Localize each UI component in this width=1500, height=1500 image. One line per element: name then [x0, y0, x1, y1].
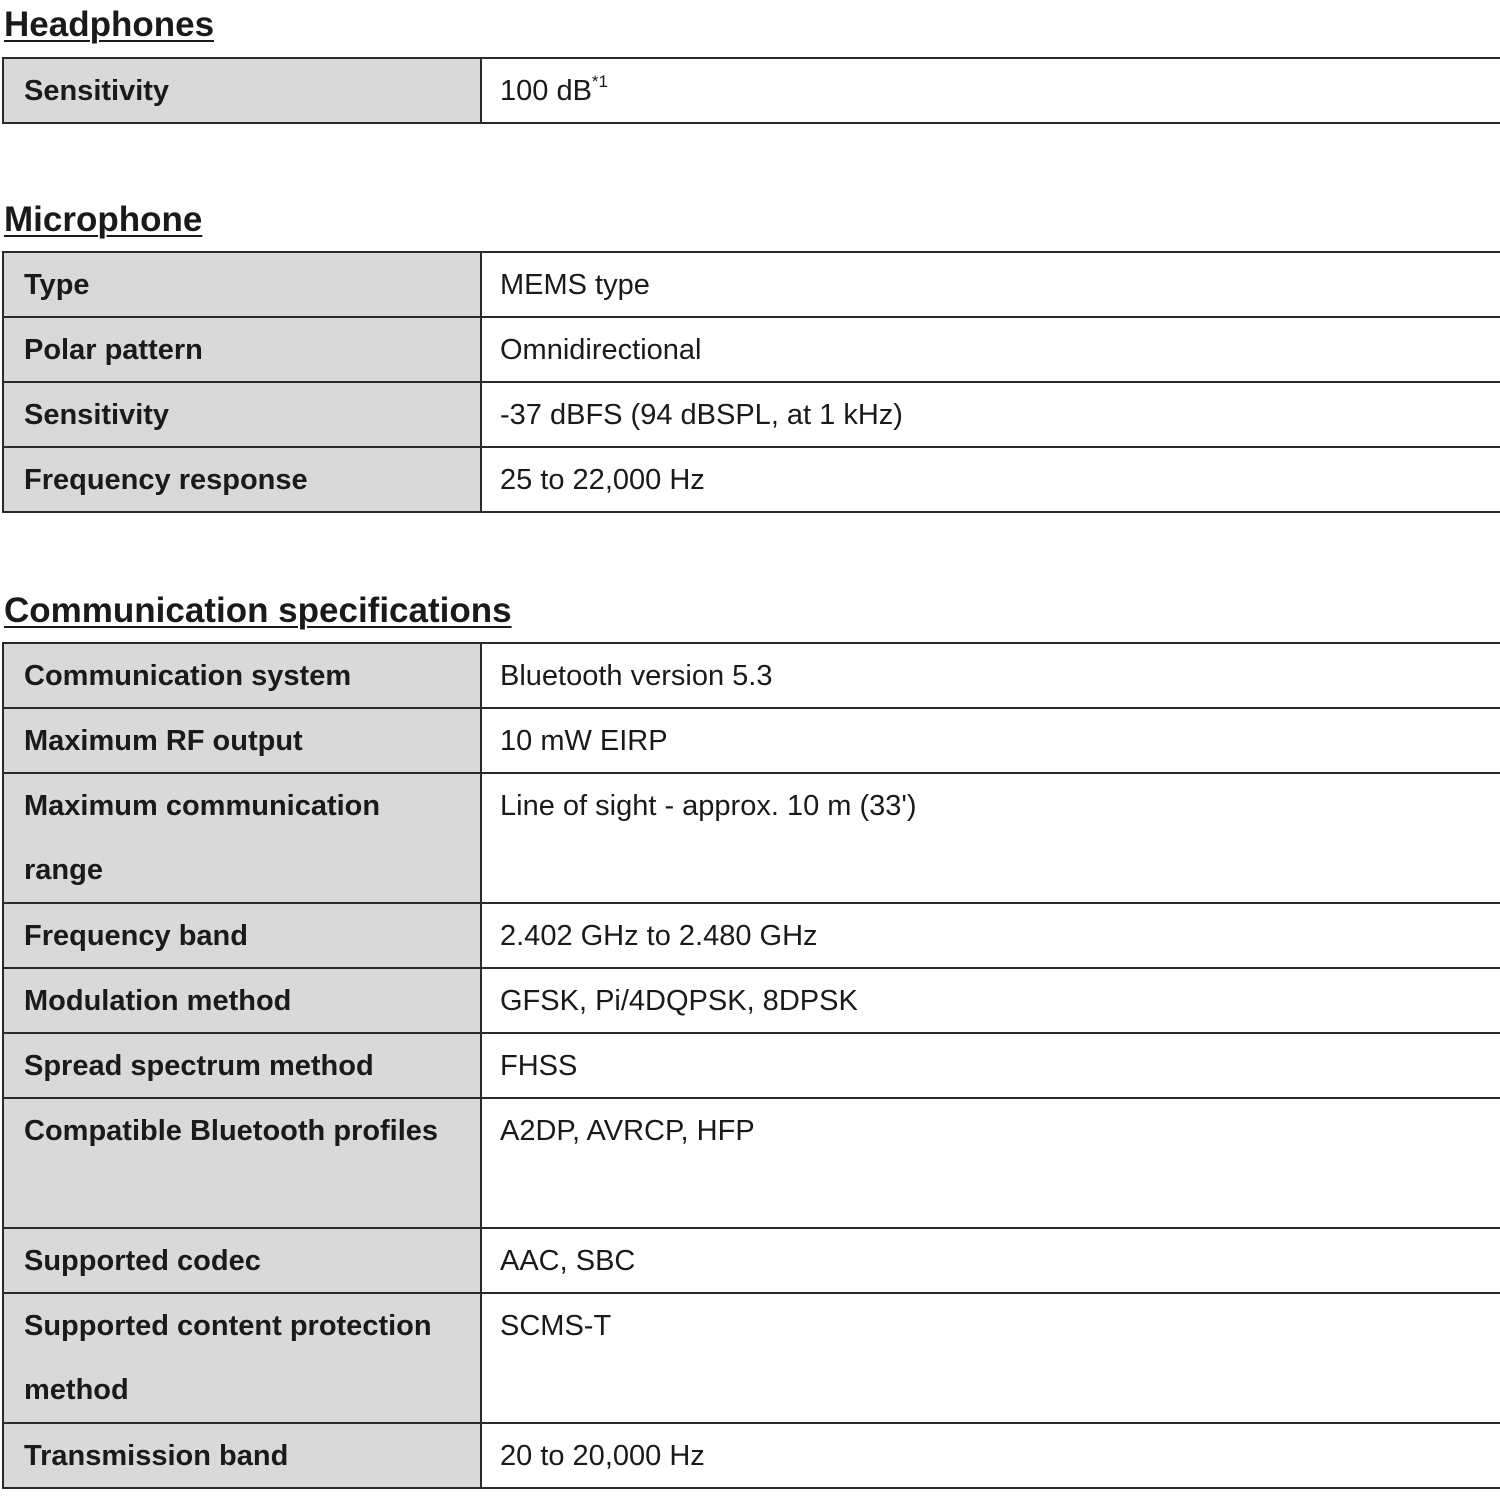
spec-label: Supported content protection method	[3, 1293, 481, 1423]
table-row	[3, 447, 1500, 512]
table-row	[3, 317, 1500, 382]
spec-label: Maximum RF output	[3, 708, 481, 773]
spec-label: Sensitivity	[3, 58, 481, 123]
table-row	[3, 382, 1500, 447]
table-row	[3, 58, 1500, 123]
spec-value: Omnidirectional	[481, 317, 1500, 382]
spec-label: Compatible Bluetooth profiles	[3, 1098, 481, 1228]
spec-value: AAC, SBC	[481, 1228, 1500, 1293]
spec-label: Type	[3, 252, 481, 317]
spec-value: MEMS type	[481, 252, 1500, 317]
table-row	[3, 643, 1500, 708]
spec-label: Supported codec	[3, 1228, 481, 1293]
table-row	[3, 773, 1500, 903]
table-row	[3, 1098, 1500, 1228]
spec-value-text: 100 dB	[500, 75, 592, 107]
spec-value: 25 to 22,000 Hz	[481, 447, 1500, 512]
spec-label: Maximum communication range	[3, 773, 481, 903]
spec-label: Spread spectrum method	[3, 1033, 481, 1098]
spec-value: FHSS	[481, 1033, 1500, 1098]
spec-label: Polar pattern	[3, 317, 481, 382]
microphone-spec-table	[2, 251, 1500, 513]
table-row	[3, 903, 1500, 968]
table-row	[3, 1033, 1500, 1098]
spec-value: GFSK, Pi/4DQPSK, 8DPSK	[481, 968, 1500, 1033]
spec-value: Line of sight - approx. 10 m (33')	[481, 773, 1500, 903]
spec-label: Modulation method	[3, 968, 481, 1033]
spec-value	[481, 58, 1500, 123]
table-row	[3, 252, 1500, 317]
spec-label: Frequency response	[3, 447, 481, 512]
spec-value: Bluetooth version 5.3	[481, 643, 1500, 708]
spec-label: Transmission band	[3, 1423, 481, 1488]
communication-spec-table	[2, 642, 1500, 1489]
table-row	[3, 1293, 1500, 1423]
headphones-spec-table	[2, 57, 1500, 124]
spec-value: SCMS-T	[481, 1293, 1500, 1423]
headphones-section-title: Headphones	[4, 5, 215, 44]
spec-value: 2.402 GHz to 2.480 GHz	[481, 903, 1500, 968]
spec-value: A2DP, AVRCP, HFP	[481, 1098, 1500, 1228]
communication-section-title: Communication specifications	[4, 591, 512, 630]
spec-label: Frequency band	[3, 903, 481, 968]
spec-label: Sensitivity	[3, 382, 481, 447]
spec-label: Communication system	[3, 643, 481, 708]
spec-value: 10 mW EIRP	[481, 708, 1500, 773]
footnote-marker: *1	[591, 72, 608, 92]
spec-value: -37 dBFS (94 dBSPL, at 1 kHz)	[481, 382, 1500, 447]
microphone-section-title: Microphone	[4, 200, 203, 239]
table-row	[3, 968, 1500, 1033]
table-row	[3, 1423, 1500, 1488]
table-row	[3, 1228, 1500, 1293]
table-row	[3, 708, 1500, 773]
spec-value: 20 to 20,000 Hz	[481, 1423, 1500, 1488]
